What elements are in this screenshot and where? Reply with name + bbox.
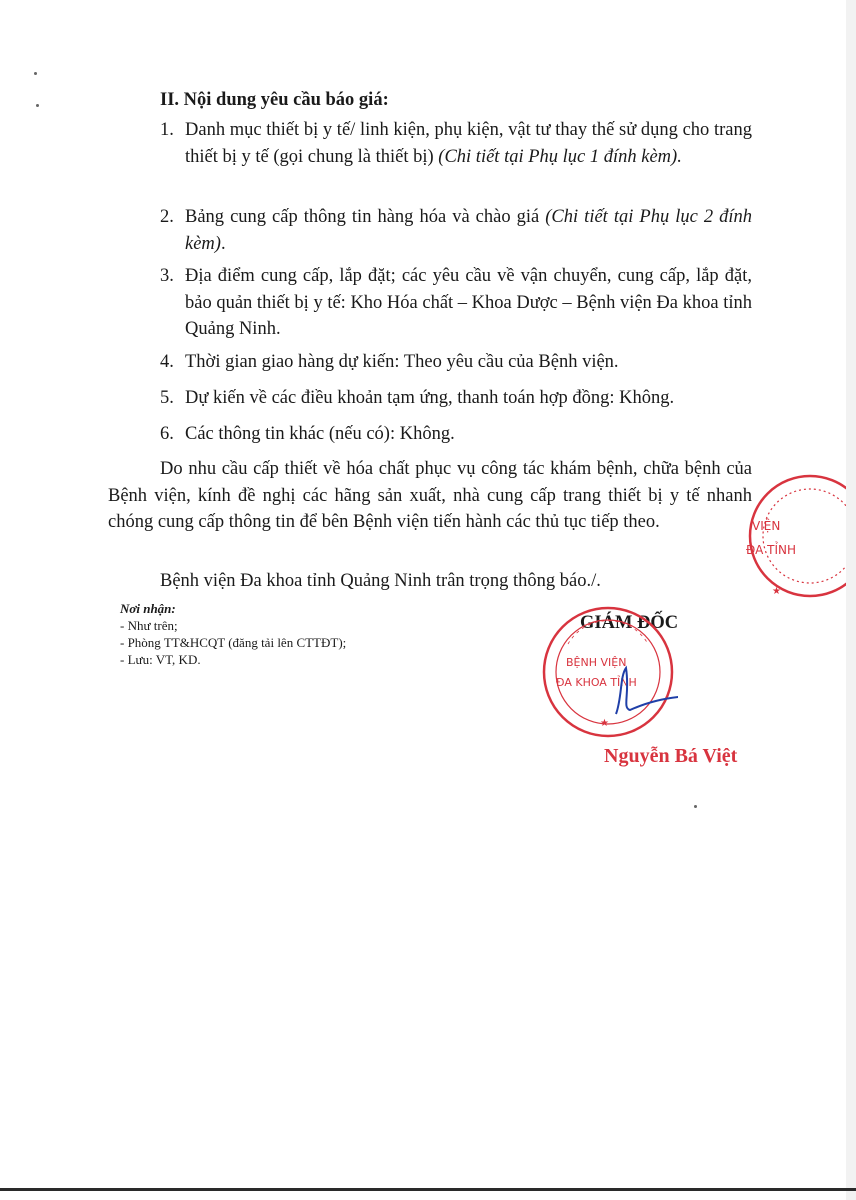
item-number: 1. [160,120,174,140]
item-text: Danh mục thiết bị y tế/ linh kiện, phụ kiện, vật tư thay thế sử dụng cho trang thiết bị y tế (gọi chung là thiết bị) [185,120,752,167]
item-text: Bảng cung cấp thông tin hàng hóa và chào giá [185,207,546,227]
list-item [160,421,752,448]
seal-star-icon: ★ [600,718,609,729]
recipients-block [120,600,346,668]
recipient-line: - Phòng TT&HCQT (đăng tải lên CTTĐT); [120,635,347,650]
item-number: 6. [160,424,174,444]
seal-line1: BỆNH VIỆN [566,656,627,669]
request-paragraph: Do nhu cầu cấp thiết về hóa chất phục vụ công tác khám bệnh, chữa bệnh của Bệnh viện, kính đề nghị các hãng sản xuất, nhà cung cấp trang thiết bị y tế nhanh chóng cung cấp thông tin để bên Bệnh viện tiến hành các thủ tục tiếp theo. [108,459,752,532]
signature-title: GIÁM ĐỐC [580,613,679,633]
seal-line2: ĐA KHOA TỈNH [556,676,637,689]
scan-bottom-border [0,1188,856,1191]
item-number: 4. [160,352,174,372]
edge-seal-line1: VIỆN [752,519,781,533]
item-number: 5. [160,388,174,408]
seal-star-icon: ★ [772,586,781,597]
recipient-line: - Lưu: VT, KD. [120,652,201,667]
recipients-title: Nơi nhận: [120,601,176,616]
list-item [160,385,752,412]
item-number: 2. [160,207,174,227]
scan-speck [36,104,39,107]
item-text: Các thông tin khác (nếu có): Không. [185,424,455,444]
list-item [160,349,752,376]
item-text: Địa điểm cung cấp, lắp đặt; các yêu cầu về vận chuyển, cung cấp, lắp đặt, bảo quản thiết bị y tế: Kho Hóa chất – Khoa Dược – Bệnh viện Đa khoa tỉnh Quảng Ninh. [185,266,752,339]
item-number: 3. [160,266,174,286]
edge-seal-line2: ĐA TỈNH [746,543,796,557]
item-italic: (Chi tiết tại Phụ lục 2 đính kèm) [185,207,753,254]
recipient-line: - Như trên; [120,618,178,633]
item-tail: . [220,233,226,254]
page-edge-shadow [846,0,856,1200]
list-item [160,204,752,257]
list-item [160,117,752,170]
item-italic: (Chi tiết tại Phụ lục 1 đính kèm). [438,146,682,167]
seal-stamp [538,604,678,740]
scan-speck [34,72,37,75]
item-text: Thời gian giao hàng dự kiến: Theo yêu cầu của Bệnh viện. [185,352,619,372]
closing-paragraph: Bệnh viện Đa khoa tỉnh Quảng Ninh trân trọng thông báo./. [160,571,601,591]
list-item [160,263,752,343]
signer-name: Nguyễn Bá Việt [604,745,738,767]
scan-speck [694,805,697,808]
section-heading: II. Nội dung yêu cầu báo giá: [160,90,389,110]
edge-seal-stamp [738,470,846,605]
item-text: Dự kiến về các điều khoản tạm ứng, thanh toán hợp đồng: Không. [185,388,675,408]
